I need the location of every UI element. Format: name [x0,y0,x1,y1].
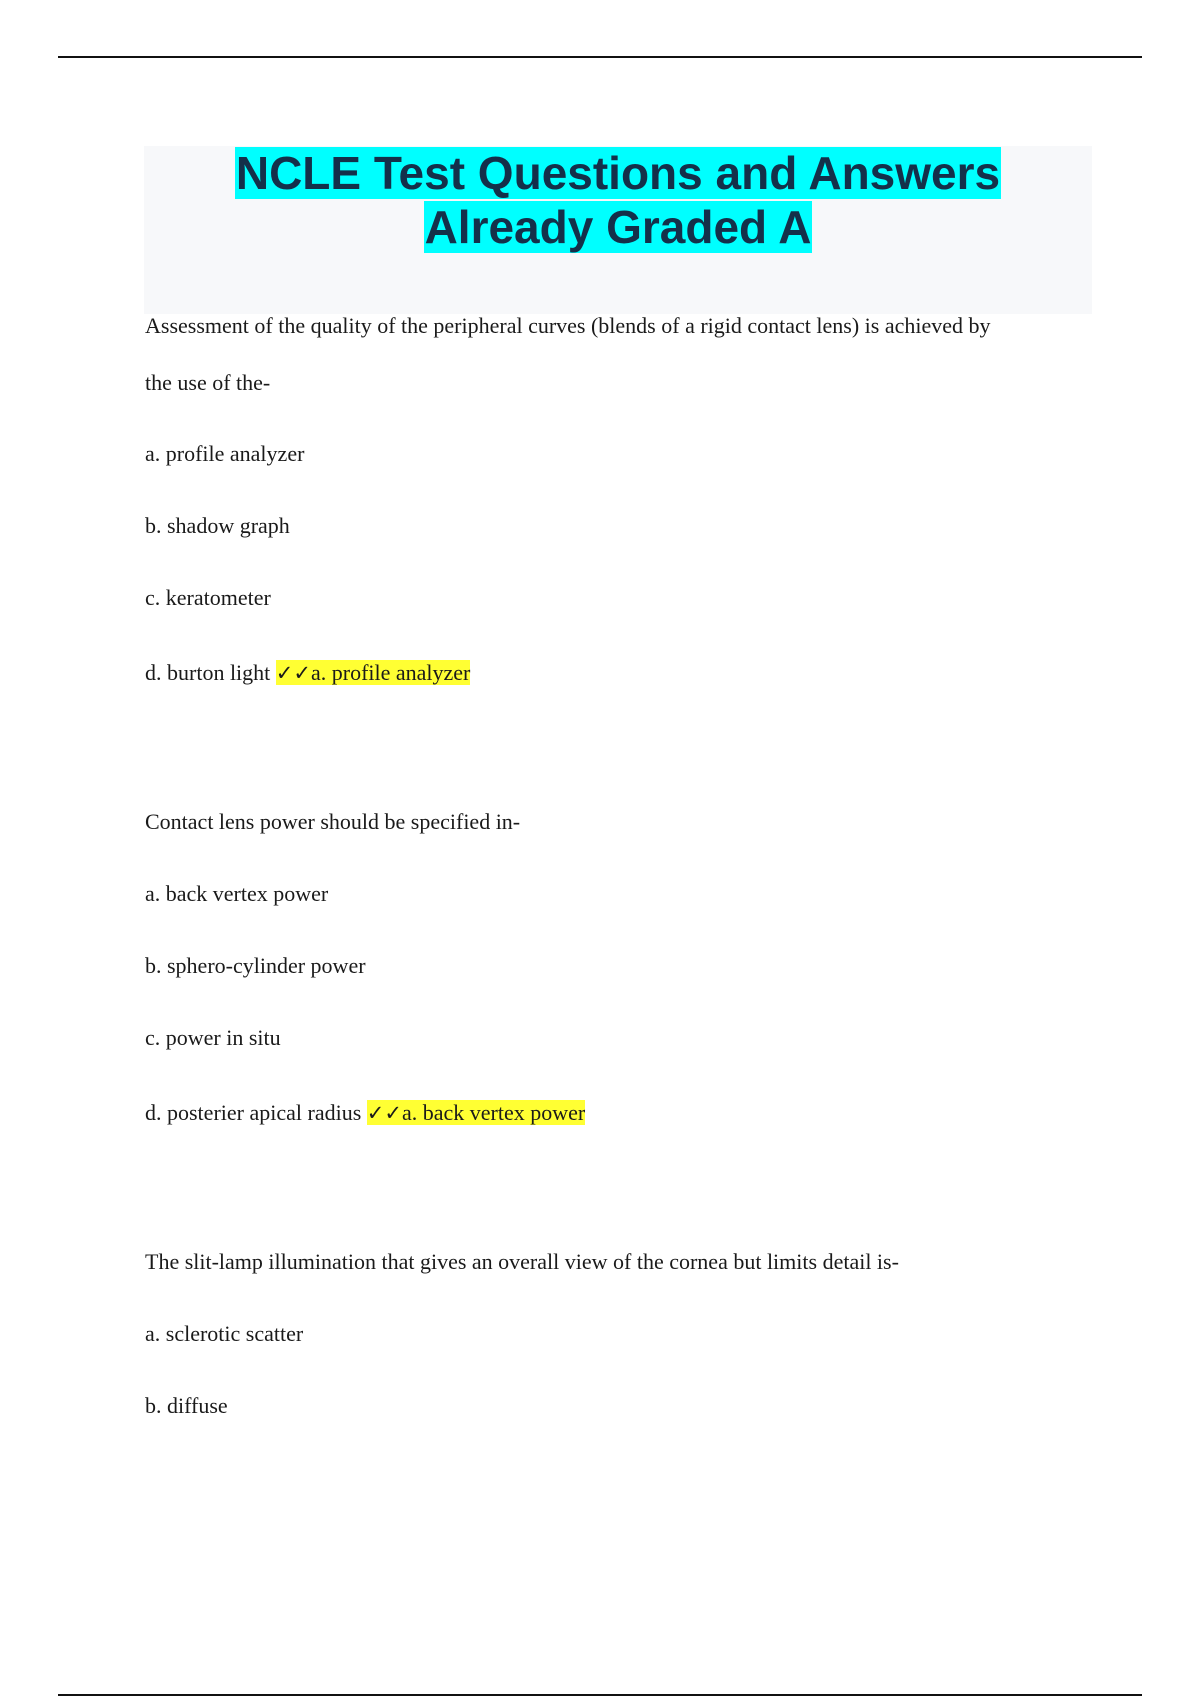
question-1-option-b: b. shadow graph [145,513,290,538]
question-1-stem-line-2: the use of the- [145,370,271,395]
question-2-option-d-row [145,1099,1105,1127]
question-2-option-d: d. posterier apical radius [145,1100,362,1125]
title-block [144,146,1092,314]
question-1-stem-line-1: Assessment of the quality of the peripheral curves (blends of a rigid contact lens) is achieved by [145,313,991,338]
document-title-line-1: NCLE Test Questions and Answers [235,147,1001,199]
question-2-option-c: c. power in situ [145,1025,281,1050]
footer-rule [58,1694,1142,1696]
question-1-answer: ✓✓a. profile analyzer [275,660,471,685]
question-1-option-a: a. profile analyzer [145,441,305,466]
question-2-option-a: a. back vertex power [145,881,329,906]
question-2-stem: Contact lens power should be specified in- [145,809,521,834]
question-3-option-b: b. diffuse [145,1393,228,1418]
question-1-option-c: c. keratometer [145,585,271,610]
question-3-option-a: a. sclerotic scatter [145,1321,304,1346]
checkmark-icon: ✓✓ [366,1101,402,1125]
checkmark-icon: ✓✓ [275,661,311,685]
question-3-stem: The slit-lamp illumination that gives an overall view of the cornea but limits detail is- [145,1249,899,1274]
document-title-line-2: Already Graded A [424,201,812,253]
question-2-option-b: b. sphero-cylinder power [145,953,366,978]
question-1-option-d-row [145,659,1105,687]
question-1-option-d: d. burton light [145,660,271,685]
question-2-answer: ✓✓a. back vertex power [366,1100,586,1125]
header-rule [58,56,1142,58]
